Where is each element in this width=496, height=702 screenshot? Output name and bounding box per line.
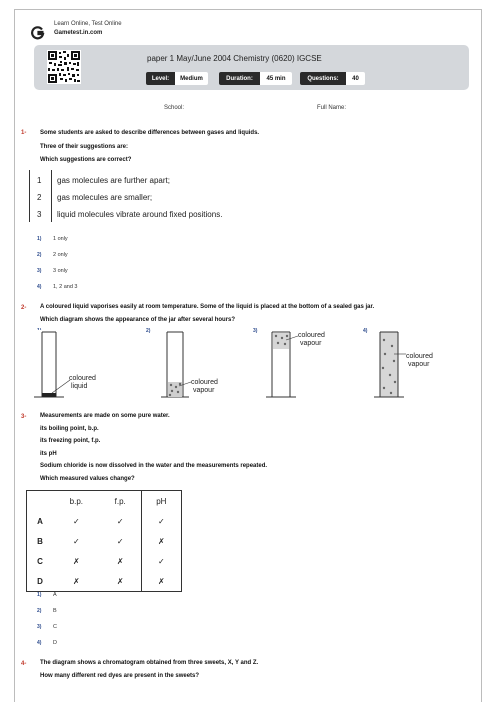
table-corner	[27, 491, 54, 512]
question-text: A coloured liquid vaporises easily at room temperature. Some of the liquid is placed at the bottom of a sealed gas jar.	[40, 304, 375, 310]
jar-label: coloured	[406, 353, 433, 360]
question-number: 2-	[21, 305, 27, 311]
statement-text: liquid molecules vibrate around fixed positions.	[57, 210, 223, 219]
option-text[interactable]: 1 only	[53, 236, 68, 242]
jar-label: vapour	[193, 387, 215, 394]
question-text: Some students are asked to describe differences between gases and liquids.	[40, 130, 260, 136]
brand-tagline: Learn Online, Test Online	[54, 21, 122, 27]
brand-site: Gametest.in.com	[54, 30, 103, 36]
table-cell: ✗	[141, 571, 181, 592]
question-number: 3-	[21, 414, 27, 420]
statement-divider	[51, 170, 52, 222]
option-number[interactable]: 3)	[37, 624, 42, 630]
statement-border-left	[29, 170, 30, 222]
column-header: pH	[141, 491, 181, 512]
option-text[interactable]: D	[53, 640, 57, 646]
option-text[interactable]: B	[53, 608, 57, 614]
option-text[interactable]: 1, 2 and 3	[53, 284, 78, 290]
question-text: its freezing point, f.p.	[40, 438, 101, 444]
questions-value: 40	[346, 72, 365, 85]
statement-number: 1	[37, 176, 42, 185]
question-text: Sodium chloride is now dissolved in the water and the measurements repeated.	[40, 463, 268, 469]
column-header: b.p.	[69, 496, 84, 506]
table-row	[27, 511, 182, 531]
duration-key: Duration:	[219, 72, 260, 85]
jar-vapour-top-diagram[interactable]	[262, 330, 352, 400]
statement-text: gas molecules are further apart;	[57, 176, 170, 185]
row-label: B	[37, 536, 43, 546]
level-key: Level:	[146, 72, 175, 85]
statement-number: 3	[37, 210, 42, 219]
row-label: D	[37, 576, 43, 586]
measurements-table	[26, 490, 182, 592]
question-text: its boiling point, b.p.	[40, 426, 99, 432]
table-row	[27, 531, 182, 551]
option-number[interactable]: 2)	[37, 608, 42, 614]
table-cell: ✓	[141, 511, 181, 531]
option-number[interactable]: 3)	[37, 268, 42, 274]
question-text: Measurements are made on some pure water.	[40, 413, 170, 419]
table-cell: ✗	[116, 576, 124, 586]
table-cell: ✗	[116, 556, 124, 566]
option-text[interactable]: A	[53, 592, 57, 598]
table-cell: ✗	[73, 556, 80, 566]
option-number[interactable]: 2)	[37, 252, 42, 258]
option-number[interactable]: 1)	[37, 236, 42, 242]
option-text[interactable]: 3 only	[53, 268, 68, 274]
table-cell: ✓	[73, 516, 80, 526]
option-number[interactable]: 1)	[37, 592, 42, 598]
school-label: School:	[164, 105, 185, 111]
option-number[interactable]: 4)	[363, 328, 368, 334]
question-number: 4-	[21, 661, 27, 667]
question-text: Which diagram shows the appearance of the jar after several hours?	[40, 317, 236, 323]
level-badge	[146, 72, 208, 85]
jar-liquid-diagram[interactable]	[30, 330, 120, 400]
table-cell: ✓	[141, 551, 181, 571]
table-cell: ✓	[116, 536, 124, 546]
table-cell: ✓	[116, 516, 124, 526]
jar-label: coloured	[191, 379, 218, 386]
jar-label: liquid	[71, 383, 88, 390]
jar-label: vapour	[408, 361, 430, 368]
option-number[interactable]: 3)	[253, 328, 258, 334]
qr-code-icon	[47, 50, 81, 84]
option-text[interactable]: 2 only	[53, 252, 68, 258]
jar-label: vapour	[300, 340, 322, 347]
table-row	[27, 551, 182, 571]
table-cell: ✗	[141, 531, 181, 551]
jar-label: coloured	[69, 375, 96, 382]
jar-vapour-filled-diagram[interactable]	[370, 330, 460, 400]
question-text: Three of their suggestions are:	[40, 144, 129, 150]
option-number[interactable]: 2)	[146, 328, 151, 334]
jar-label: coloured	[298, 332, 325, 339]
row-label: A	[37, 516, 43, 526]
duration-value: 45 min	[260, 72, 292, 85]
statement-number: 2	[37, 193, 42, 202]
jar-vapour-bottom-diagram[interactable]	[155, 330, 245, 400]
column-header: f.p.	[114, 496, 126, 506]
row-label: C	[37, 556, 43, 566]
option-text[interactable]: C	[53, 624, 57, 630]
paper-title: paper 1 May/June 2004 Chemistry (0620) IGCSE	[147, 54, 322, 63]
option-number[interactable]: 4)	[37, 284, 42, 290]
fullname-label: Full Name:	[317, 105, 347, 111]
question-number: 1-	[21, 130, 27, 136]
question-text: The diagram shows a chromatogram obtained from three sweets, X, Y and Z.	[40, 660, 259, 666]
table-cell: ✗	[73, 576, 80, 586]
statement-text: gas molecules are smaller;	[57, 193, 153, 202]
table-cell: ✓	[73, 536, 80, 546]
table-row	[27, 571, 182, 592]
questions-badge	[300, 72, 365, 85]
gametest-logo-icon	[31, 26, 45, 40]
table-header-row	[27, 491, 182, 512]
duration-badge	[219, 72, 292, 85]
option-number[interactable]: 4)	[37, 640, 42, 646]
question-text: Which measured values change?	[40, 476, 135, 482]
question-text: How many different red dyes are present in the sweets?	[40, 673, 200, 679]
question-text: its pH	[40, 451, 57, 457]
question-text: Which suggestions are correct?	[40, 157, 132, 163]
level-value: Medium	[175, 72, 208, 85]
questions-key: Questions:	[300, 72, 346, 85]
